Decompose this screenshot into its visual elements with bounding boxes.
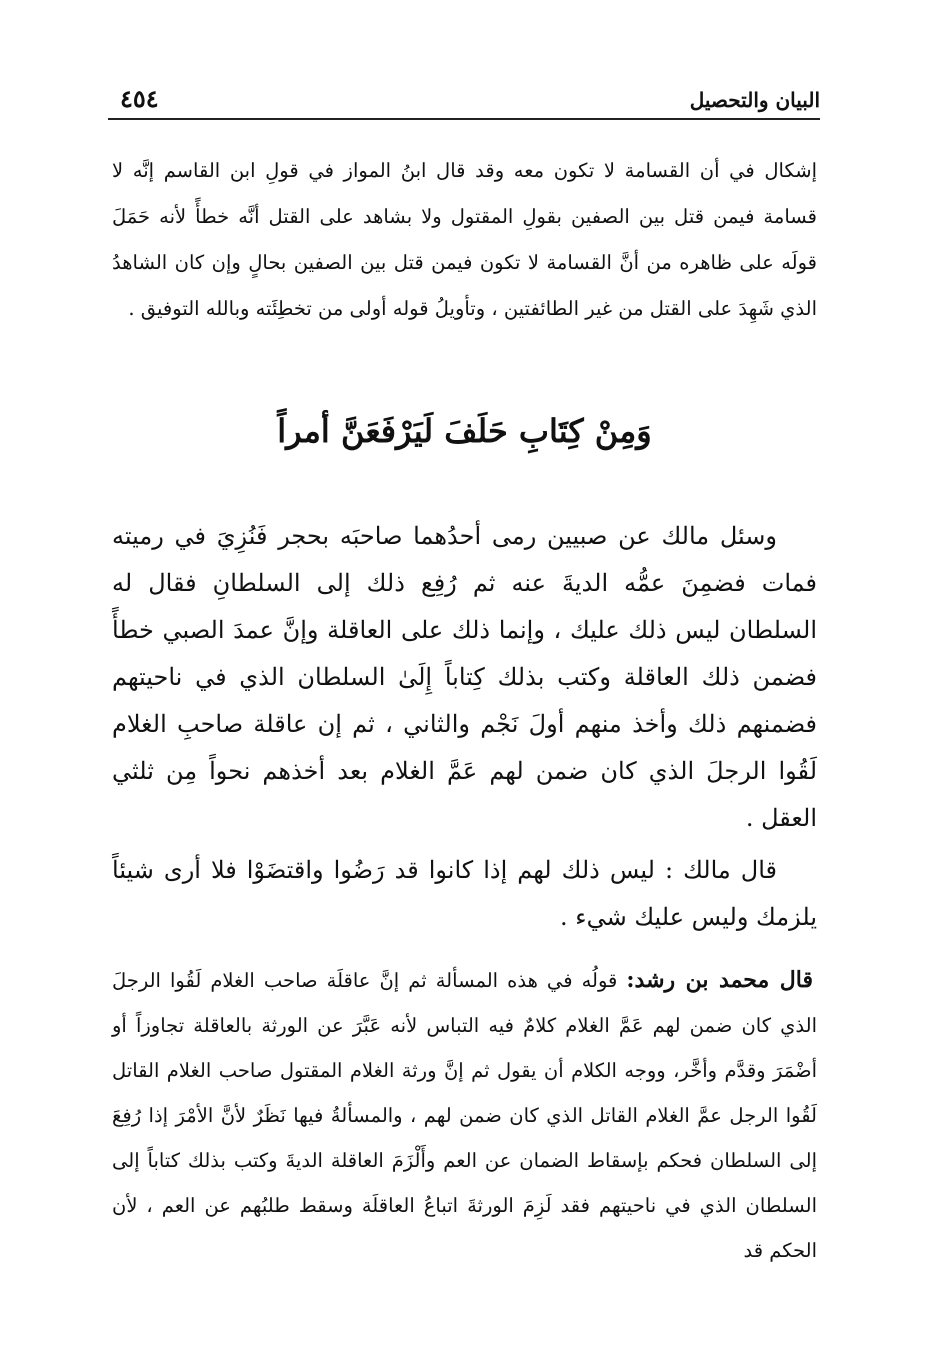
page-header bbox=[108, 84, 820, 120]
running-title: البيان والتحصيل bbox=[689, 88, 820, 112]
commentary-body bbox=[112, 958, 817, 1273]
commentary-text: قولُه في هذه المسألة ثم إنَّ عاقلَة صاحب الغلام لَقُوا الرجلَ الذي كان ضمن لهم عَمَّ الغلام كلامٌ فيه التباس لأنه عَبَّرَ عن الورثة بالعاقلة تجاوزاً أو أضْمَرَ وقدَّم وأخَّر، ووجه الكلام أن يقول ثم إنَّ ورثة الغلام المقتول صاحب الغلام القاتل لَقُوا الرجل عمَّ الغلام القاتل الذي كان ضمن لهم ، والمسألةُ فيها نَظَرٌ لأنَّ الأمْرَ إذا رُفِعَ إلى السلطان فحكم بإسقاط الضمان عن العم وأَلْزَمَ العاقلة الديةَ وكتب بذلك كتاباً إلى السلطان الذي في ناحيتهم فقد لَزِمَ الورثةَ اتباعُ العاقلَة وسقط طلبُهم عن العم ، لأن الحكم قد bbox=[112, 969, 817, 1262]
question-text: وسئل مالك عن صبيين رمى أحدُهما صاحبَه بحجر فَنُزِيَ في رميته فمات فضمِنَ عمُّه الديةَ عنه ثم رُفِع ذلك إلى السلطانِ فقال له السلطان ليس ذلك عليك ، وإنما ذلك على العاقلة وإنَّ عمدَ الصبي خطأً فضمن ذلك العاقلة وكتب بذلك كِتاباً إِلَىٰ السلطان الذي في ناحيتهم فضمنهم ذلك وأخذ منهم أولَ نَجْم والثاني ، ثم إن عاقلة صاحبِ الغلام لَقُوا الرجلَ الذي كان ضمن لهم عَمَّ الغلام بعد أخذهم نحواً مِن ثلثي العقل . bbox=[112, 522, 818, 832]
continued-paragraph bbox=[112, 148, 817, 332]
answer-paragraph bbox=[112, 847, 817, 941]
page-number: ٤٥٤ bbox=[120, 84, 159, 113]
commentary-paragraph bbox=[112, 958, 817, 1273]
question-paragraph bbox=[112, 513, 817, 842]
commentary-speaker: قال محمد بن رشد: bbox=[626, 967, 814, 993]
section-title: وَمِنْ كِتَابِ حَلَفَ لَيَرْفَعَنَّ أمراً bbox=[277, 412, 652, 450]
paragraph-text: إشكال في أن القسامة لا تكون معه وقد قال ابنُ المواز في قولِ ابن القاسم إنَّه لا قسامة فيمن قتل بين الصفين بقولِ المقتول ولا بشاهد على القتل أنَّه خطأً لأنه حَمَلَ قولَه على ظاهره من أنَّ القسامة لا تكون فيمن قتل بين الصفين بحالٍ وإن كان الشاهدُ الذي شَهِدَ على القتل من غير الطائفتين ، وتأويلُ قوله أولى من تخطِئَته وبالله التوفيق . bbox=[112, 159, 817, 320]
answer-text: قال مالك : ليس ذلك لهم إذا كانوا قد رَضُوا واقتضَوْا فلا أرى شيئاً يلزمك وليس عليك شيء . bbox=[112, 856, 817, 931]
